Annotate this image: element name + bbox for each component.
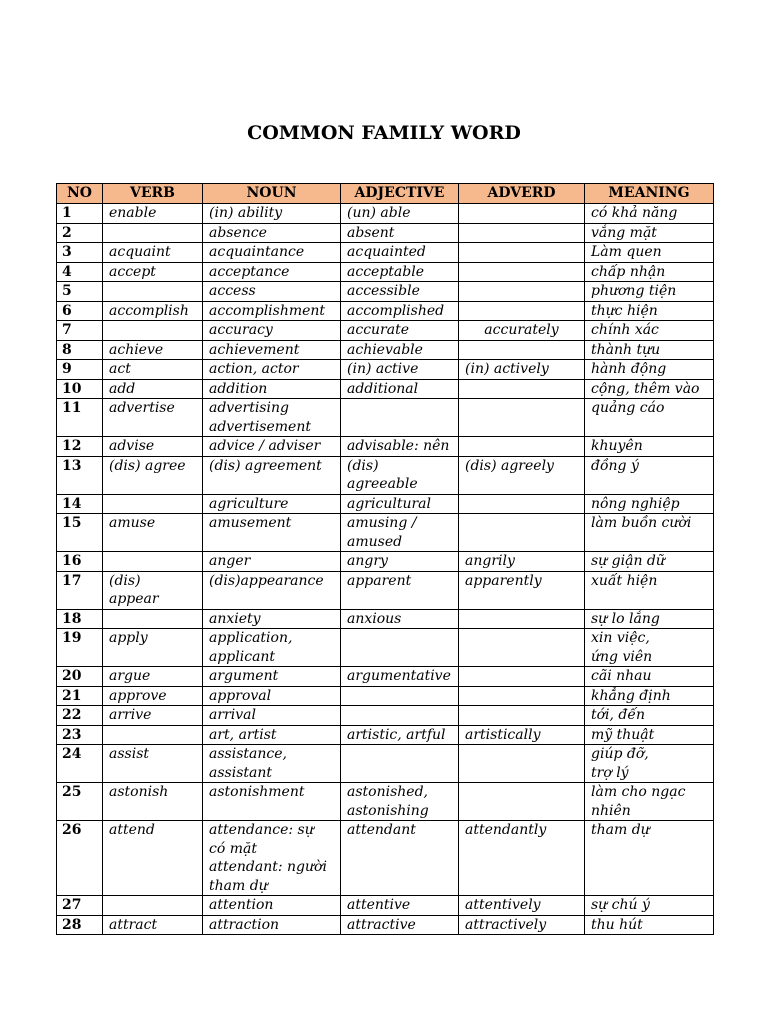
meaning-cell: mỹ thuật: [585, 725, 714, 745]
adjective-cell: anxious: [341, 609, 459, 629]
header-adverb: ADVERD: [459, 184, 585, 204]
noun-cell: astonishment: [203, 783, 341, 821]
meaning-cell: thực hiện: [585, 301, 714, 321]
table-row: [57, 321, 714, 341]
verb-cell: [103, 223, 203, 243]
no-cell: 25: [57, 783, 103, 821]
table-row: [57, 896, 714, 916]
table-row: [57, 667, 714, 687]
adjective-cell: advisable: nên: [341, 437, 459, 457]
header-noun: NOUN: [203, 184, 341, 204]
verb-cell: [103, 552, 203, 572]
meaning-cell: làm buồn cười: [585, 514, 714, 552]
verb-cell: (dis) appear: [103, 571, 203, 609]
noun-cell: acceptance: [203, 262, 341, 282]
meaning-cell: vắng mặt: [585, 223, 714, 243]
noun-cell: addition: [203, 379, 341, 399]
adverb-cell: (in) actively: [459, 360, 585, 380]
meaning-cell: cộng, thêm vào: [585, 379, 714, 399]
meaning-cell: chính xác: [585, 321, 714, 341]
no-cell: 4: [57, 262, 103, 282]
meaning-cell: đồng ý: [585, 456, 714, 494]
adjective-cell: [341, 629, 459, 667]
adjective-cell: (dis) agreeable: [341, 456, 459, 494]
meaning-cell: thành tựu: [585, 340, 714, 360]
adverb-cell: [459, 783, 585, 821]
adjective-cell: accomplished: [341, 301, 459, 321]
word-family-table: [56, 183, 714, 935]
adjective-cell: apparent: [341, 571, 459, 609]
adverb-cell: [459, 243, 585, 263]
header-meaning: MEANING: [585, 184, 714, 204]
no-cell: 28: [57, 915, 103, 935]
no-cell: 6: [57, 301, 103, 321]
no-cell: 1: [57, 204, 103, 224]
verb-cell: add: [103, 379, 203, 399]
adverb-cell: [459, 379, 585, 399]
verb-cell: enable: [103, 204, 203, 224]
adjective-cell: attentive: [341, 896, 459, 916]
meaning-cell: hành động: [585, 360, 714, 380]
meaning-cell: thu hút: [585, 915, 714, 935]
no-cell: 11: [57, 399, 103, 437]
noun-cell: accuracy: [203, 321, 341, 341]
adverb-cell: [459, 686, 585, 706]
noun-cell: anger: [203, 552, 341, 572]
noun-cell: attention: [203, 896, 341, 916]
adjective-cell: [341, 745, 459, 783]
adverb-cell: angrily: [459, 552, 585, 572]
adjective-cell: angry: [341, 552, 459, 572]
noun-cell: amusement: [203, 514, 341, 552]
adverb-cell: [459, 514, 585, 552]
meaning-cell: sự chú ý: [585, 896, 714, 916]
no-cell: 3: [57, 243, 103, 263]
noun-cell: application, applicant: [203, 629, 341, 667]
table-row: [57, 282, 714, 302]
adverb-cell: attendantly: [459, 821, 585, 896]
verb-cell: advertise: [103, 399, 203, 437]
adjective-cell: additional: [341, 379, 459, 399]
no-cell: 14: [57, 494, 103, 514]
meaning-cell: tới, đến: [585, 706, 714, 726]
adverb-cell: attentively: [459, 896, 585, 916]
meaning-cell: làm cho ngạc nhiên: [585, 783, 714, 821]
adverb-cell: [459, 340, 585, 360]
verb-cell: apply: [103, 629, 203, 667]
noun-cell: attendance: sự có mặt attendant: người tham dự: [203, 821, 341, 896]
table-body: [57, 204, 714, 935]
no-cell: 26: [57, 821, 103, 896]
adjective-cell: agricultural: [341, 494, 459, 514]
adjective-cell: argumentative: [341, 667, 459, 687]
table-row: [57, 571, 714, 609]
no-cell: 17: [57, 571, 103, 609]
table-row: [57, 437, 714, 457]
noun-cell: (in) ability: [203, 204, 341, 224]
verb-cell: attract: [103, 915, 203, 935]
no-cell: 8: [57, 340, 103, 360]
header-verb: VERB: [103, 184, 203, 204]
adverb-cell: accurately: [459, 321, 585, 341]
meaning-cell: Làm quen: [585, 243, 714, 263]
verb-cell: arrive: [103, 706, 203, 726]
table-row: [57, 223, 714, 243]
table-row: [57, 379, 714, 399]
table-header: [57, 184, 714, 204]
adverb-cell: [459, 667, 585, 687]
header-row: [57, 184, 714, 204]
no-cell: 12: [57, 437, 103, 457]
adjective-cell: [341, 686, 459, 706]
header-adjective: ADJECTIVE: [341, 184, 459, 204]
no-cell: 10: [57, 379, 103, 399]
noun-cell: access: [203, 282, 341, 302]
table-row: [57, 629, 714, 667]
verb-cell: accept: [103, 262, 203, 282]
table-row: [57, 783, 714, 821]
meaning-cell: khuyên: [585, 437, 714, 457]
adjective-cell: astonished, astonishing: [341, 783, 459, 821]
adjective-cell: [341, 706, 459, 726]
noun-cell: arrival: [203, 706, 341, 726]
noun-cell: anxiety: [203, 609, 341, 629]
table-row: [57, 360, 714, 380]
table-row: [57, 399, 714, 437]
header-no: NO: [57, 184, 103, 204]
verb-cell: acquaint: [103, 243, 203, 263]
adverb-cell: [459, 262, 585, 282]
adjective-cell: amusing / amused: [341, 514, 459, 552]
verb-cell: achieve: [103, 340, 203, 360]
adverb-cell: [459, 282, 585, 302]
table-row: [57, 204, 714, 224]
meaning-cell: xin việc, ứng viên: [585, 629, 714, 667]
noun-cell: (dis)appearance: [203, 571, 341, 609]
page-title: COMMON FAMILY WORD: [247, 122, 521, 144]
no-cell: 23: [57, 725, 103, 745]
table-row: [57, 262, 714, 282]
no-cell: 16: [57, 552, 103, 572]
meaning-cell: tham dự: [585, 821, 714, 896]
no-cell: 22: [57, 706, 103, 726]
no-cell: 7: [57, 321, 103, 341]
meaning-cell: nông nghiệp: [585, 494, 714, 514]
table-row: [57, 686, 714, 706]
meaning-cell: sự giận dữ: [585, 552, 714, 572]
table-row: [57, 514, 714, 552]
no-cell: 15: [57, 514, 103, 552]
adverb-cell: attractively: [459, 915, 585, 935]
adverb-cell: [459, 629, 585, 667]
adjective-cell: (in) active: [341, 360, 459, 380]
table-row: [57, 243, 714, 263]
verb-cell: astonish: [103, 783, 203, 821]
noun-cell: acquaintance: [203, 243, 341, 263]
table-row: [57, 301, 714, 321]
adverb-cell: [459, 223, 585, 243]
adjective-cell: attendant: [341, 821, 459, 896]
meaning-cell: giúp đỡ, trợ lý: [585, 745, 714, 783]
noun-cell: argument: [203, 667, 341, 687]
table-row: [57, 915, 714, 935]
table-row: [57, 552, 714, 572]
meaning-cell: phương tiện: [585, 282, 714, 302]
meaning-cell: khẳng định: [585, 686, 714, 706]
adjective-cell: artistic, artful: [341, 725, 459, 745]
adjective-cell: accurate: [341, 321, 459, 341]
meaning-cell: sự lo lắng: [585, 609, 714, 629]
verb-cell: assist: [103, 745, 203, 783]
no-cell: 5: [57, 282, 103, 302]
no-cell: 27: [57, 896, 103, 916]
adverb-cell: [459, 301, 585, 321]
noun-cell: art, artist: [203, 725, 341, 745]
meaning-cell: có khả năng: [585, 204, 714, 224]
table-row: [57, 725, 714, 745]
noun-cell: advertising advertisement: [203, 399, 341, 437]
table-row: [57, 340, 714, 360]
verb-cell: [103, 896, 203, 916]
table-row: [57, 609, 714, 629]
verb-cell: [103, 494, 203, 514]
adjective-cell: [341, 399, 459, 437]
adjective-cell: acceptable: [341, 262, 459, 282]
no-cell: 24: [57, 745, 103, 783]
adjective-cell: attractive: [341, 915, 459, 935]
noun-cell: absence: [203, 223, 341, 243]
noun-cell: action, actor: [203, 360, 341, 380]
adverb-cell: artistically: [459, 725, 585, 745]
no-cell: 2: [57, 223, 103, 243]
noun-cell: advice / adviser: [203, 437, 341, 457]
table-row: [57, 456, 714, 494]
table-row: [57, 706, 714, 726]
no-cell: 21: [57, 686, 103, 706]
adjective-cell: achievable: [341, 340, 459, 360]
no-cell: 18: [57, 609, 103, 629]
noun-cell: assistance, assistant: [203, 745, 341, 783]
no-cell: 9: [57, 360, 103, 380]
verb-cell: approve: [103, 686, 203, 706]
verb-cell: accomplish: [103, 301, 203, 321]
table-row: [57, 494, 714, 514]
adjective-cell: acquainted: [341, 243, 459, 263]
adverb-cell: [459, 706, 585, 726]
adverb-cell: [459, 437, 585, 457]
no-cell: 20: [57, 667, 103, 687]
verb-cell: [103, 282, 203, 302]
verb-cell: attend: [103, 821, 203, 896]
adverb-cell: [459, 609, 585, 629]
noun-cell: accomplishment: [203, 301, 341, 321]
meaning-cell: cãi nhau: [585, 667, 714, 687]
adverb-cell: [459, 399, 585, 437]
adjective-cell: (un) able: [341, 204, 459, 224]
verb-cell: argue: [103, 667, 203, 687]
verb-cell: act: [103, 360, 203, 380]
noun-cell: achievement: [203, 340, 341, 360]
verb-cell: amuse: [103, 514, 203, 552]
verb-cell: [103, 321, 203, 341]
noun-cell: (dis) agreement: [203, 456, 341, 494]
meaning-cell: quảng cáo: [585, 399, 714, 437]
adverb-cell: (dis) agreely: [459, 456, 585, 494]
verb-cell: [103, 725, 203, 745]
adverb-cell: apparently: [459, 571, 585, 609]
noun-cell: attraction: [203, 915, 341, 935]
noun-cell: agriculture: [203, 494, 341, 514]
adverb-cell: [459, 494, 585, 514]
no-cell: 19: [57, 629, 103, 667]
no-cell: 13: [57, 456, 103, 494]
noun-cell: approval: [203, 686, 341, 706]
verb-cell: advise: [103, 437, 203, 457]
meaning-cell: xuất hiện: [585, 571, 714, 609]
adjective-cell: absent: [341, 223, 459, 243]
verb-cell: (dis) agree: [103, 456, 203, 494]
adverb-cell: [459, 204, 585, 224]
meaning-cell: chấp nhận: [585, 262, 714, 282]
adjective-cell: accessible: [341, 282, 459, 302]
table-row: [57, 745, 714, 783]
verb-cell: [103, 609, 203, 629]
adverb-cell: [459, 745, 585, 783]
table-row: [57, 821, 714, 896]
